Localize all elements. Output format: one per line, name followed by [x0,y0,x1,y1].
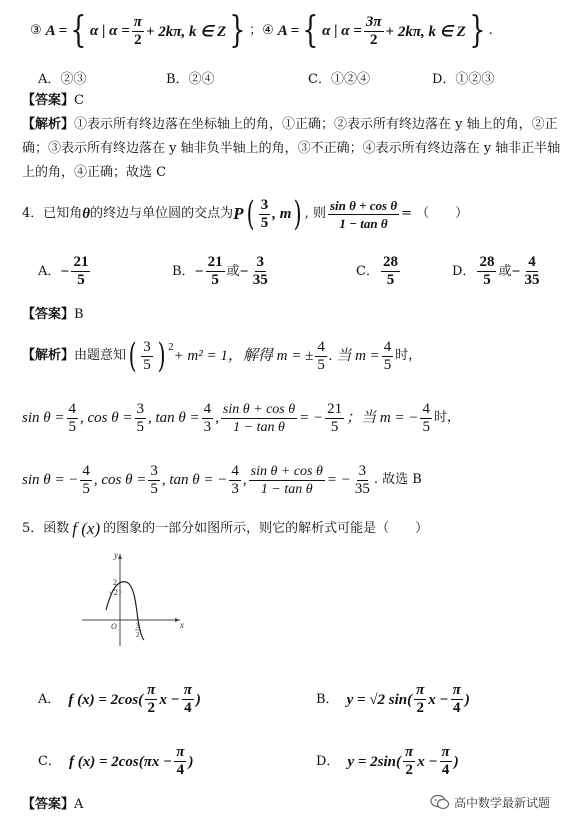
watermark [430,794,550,811]
x-axis-label: x [180,620,184,630]
q4-analysis-line-2: sin θ = $\frac{4}{5}$ , cos θ = $\frac{3}{5}$ , tan θ = $\frac{4}{3}$ , $\frac{\text{sin θ + cos θ}}{\text{1 − tan θ}}$ = − $\frac{21}{5}$ ；当 m = − $\frac{4}{5}$ 时， [22,400,460,435]
q4-target-fraction: $\frac{\text{sin θ + cos θ}}{\text{1 − tan θ}}$ [329,197,398,231]
right-paren: ) [294,194,303,234]
q5-option-c: C． f (x) = 2cos(πx − $\frac{\pi}{4}$ ) [38,744,194,778]
q5-option-d: D． y = 2sin( $\frac{\pi}{2}$ x − $\frac{\pi}{4}$ ) [316,744,459,778]
q3-option-d: D．①②③ [432,72,495,87]
y-axis-label: y [114,550,118,560]
y-axis-arrow [118,554,122,559]
set4-label: ④ [262,23,274,38]
q3-option-a: A．②③ [38,72,87,87]
set3-fraction: $\frac{\pi}{2}$ [133,13,142,48]
watermark-text: 高中数学最新试题 [454,796,551,810]
x-tick-den: 2 [136,631,140,639]
origin-label: O [111,622,117,631]
q4-analysis-line-1: 【解析】 由题意知 ( $\frac{3}{5}$ ) $^2$ + m² = 1，解得 m = ± $\frac{4}{5}$ . 当 m = $\frac{4}{5}$ 时， [22,336,422,376]
q5-stem: 5． 函数 f (x) 的图象的一部分如图所示，则它的解析式可能是（ ） [22,519,429,538]
x-tick-num: 3 [136,622,140,630]
p-x-fraction: $\frac{3}{5}$ [260,196,269,231]
set4-tail: + 2kπ, k ∈ Z [385,23,466,40]
q5-option-b: B． y = √2 sin( $\frac{\pi}{2}$ x − $\frac{\pi}{4}$ ) [316,682,470,716]
left-brace: { [70,10,87,51]
set3-body: α | α = [90,22,130,39]
q3-option-b: B．②④ [166,72,215,87]
q4-option-d: D． $\frac{28}{5}$ 或 − $\frac{4}{35}$ [452,254,540,288]
q4-option-b: B． − $\frac{21}{5}$ 或 − $\frac{3}{35}$ [172,254,268,288]
q5-number: 5． [22,521,44,536]
q4-option-c: C． $\frac{28}{5}$ [356,254,398,288]
set3-lhs: A = [45,22,68,39]
set3-label: ③ [30,23,42,38]
q3-analysis-line-2: 确；③表示所有终边落在 y 轴非负半轴上的角，③不正确；④表示所有终边落在 y 轴非正半轴 [22,141,561,156]
q3-analysis-line-3: 上的角，④正确；故选 C [22,165,167,180]
left-paren: ( [246,194,255,234]
q4-number: 4． [22,206,44,221]
right-brace: } [469,10,486,51]
set4-lhs: A = [277,22,300,39]
y-tick-2: 2 [113,578,117,587]
f-of-x: f (x) [72,519,101,538]
q3-option-c: C．①②④ [308,72,370,87]
q5-option-a: A． f (x) = 2cos( $\frac{\pi}{2}$ x − $\frac{\pi}{4}$ ) [38,682,201,716]
q4-stem: 4． 已知角 θ 的终边与单位圆的交点为 P ( $\frac{3}{5}$ , m ) , 则 $\frac{\text{sin θ + cos θ}}{\text{1 − tan θ}}$ = （ ） [22,194,469,234]
q4-analysis-line-3: sin θ = − $\frac{4}{5}$ , cos θ = $\frac{3}{5}$ , tan θ = − $\frac{4}{3}$ , $\frac{\text{sin θ + cos θ}}{\text{1 − tan θ}}$ = − $\frac{3}{35}$ . 故选 B [22,462,422,497]
theta-symbol: θ [82,206,91,222]
set4-body: α | α = [322,22,362,39]
set-end: . [488,23,493,38]
function-graph [80,548,190,648]
q4-option-a: A． − $\frac{21}{5}$ [38,254,89,288]
set4-fraction: $\frac{3\pi}{2}$ [365,13,382,48]
set3-tail: + 2kπ, k ∈ Z [145,23,227,40]
q4-answer: 【答案】B [22,307,84,322]
q3-analysis-line-1: 【解析】①表示所有终边落在坐标轴上的角，①正确；②表示所有终边落在 y 轴上的角，②正 [22,117,558,132]
wechat-icon [430,794,450,811]
right-brace: } [229,10,246,51]
y-tick-sqrt2: √2 [109,589,118,597]
q3-answer: 【答案】C [22,93,84,108]
point-p: P [233,204,244,223]
left-brace: { [302,10,319,51]
q3-sets-line [30,10,493,52]
q5-answer: 【答案】A [22,797,84,812]
separator: ； [249,23,263,38]
